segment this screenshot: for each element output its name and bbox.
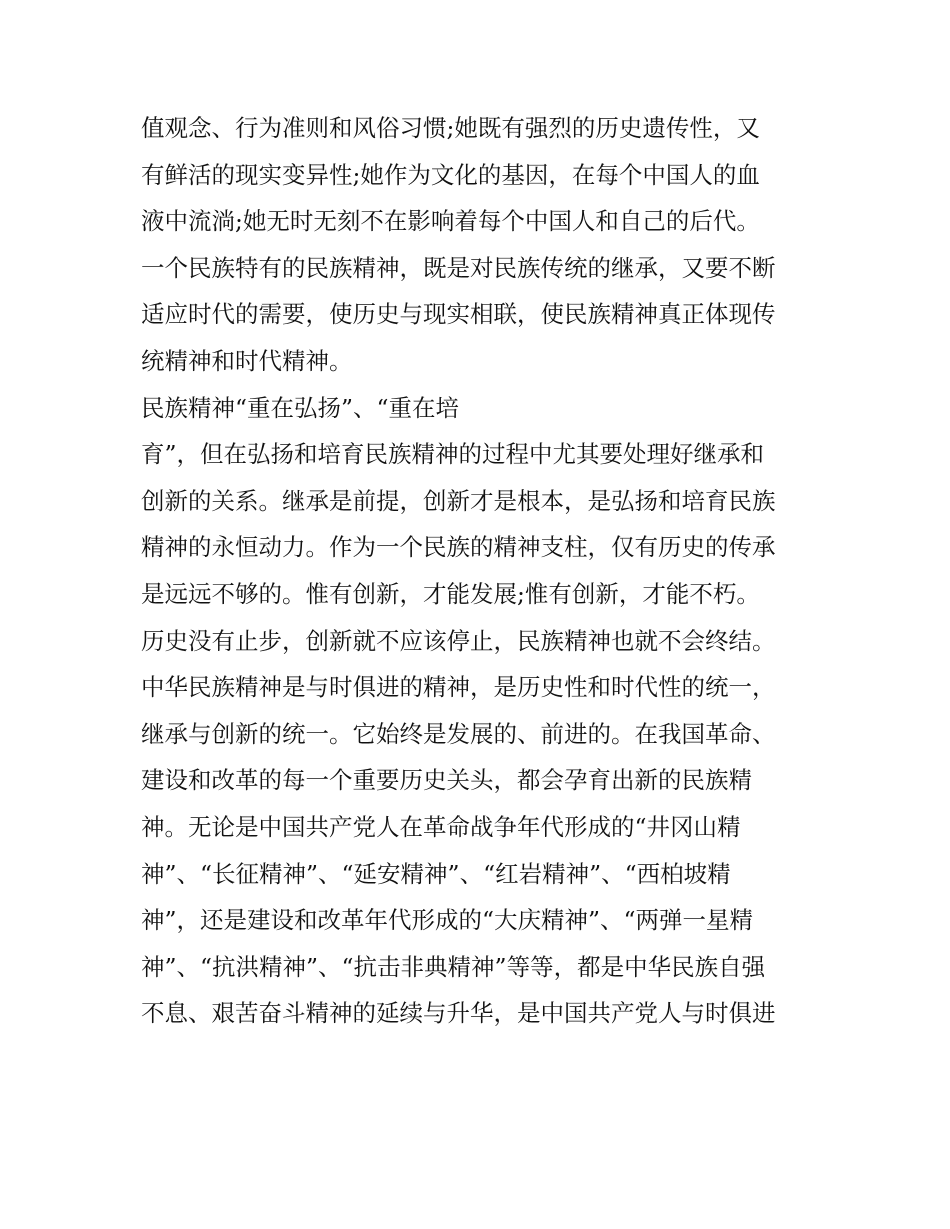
text-line: 中华民族精神是与时俱进的精神，是历史性和时代性的统一， (141, 673, 776, 702)
text-line: 神”、“长征精神”、“延安精神”、“红岩精神”、“西柏坡精 (141, 859, 731, 888)
text-line: 统精神和时代精神。 (141, 346, 353, 375)
text-line: 神。无论是中国共产党人在革命战争年代形成的“井冈山精 (141, 812, 741, 841)
text-line: 是远远不够的。惟有创新，才能发展;惟有创新，才能不朽。 (141, 579, 760, 608)
text-line: 神”，还是建设和改革年代形成的“大庆精神”、“两弹一星精 (141, 906, 754, 935)
text-line: 有鲜活的现实变异性;她作为文化的基因，在每个中国人的血 (141, 160, 760, 189)
text-line: 神”、“抗洪精神”、“抗击非典精神”等等，都是中华民族自强 (141, 952, 766, 981)
text-line: 继承与创新的统一。它始终是发展的、前进的。在我国革命、 (141, 719, 776, 748)
text-line: 精神的永恒动力。作为一个民族的精神支柱，仅有历史的传承 (141, 533, 776, 562)
text-line: 液中流淌;她无时无刻不在影响着每个中国人和自己的后代。 (141, 207, 760, 236)
text-line: 不息、艰苦奋斗精神的延续与升华，是中国共产党人与时俱进 (141, 999, 776, 1028)
text-line: 创新的关系。继承是前提，创新才是根本，是弘扬和培育民族 (141, 486, 776, 515)
text-line: 值观念、行为准则和风俗习惯;她既有强烈的历史遗传性，又 (141, 114, 760, 142)
text-line: 建设和改革的每一个重要历史关头，都会孕育出新的民族精 (141, 766, 752, 795)
text-line: 历史没有止步，创新就不应该停止，民族精神也就不会终结。 (141, 626, 776, 655)
text-line: 民族精神“重在弘扬”、“重在培 (141, 393, 460, 422)
text-line: 育”，但在弘扬和培育民族精神的过程中尤其要处理好继承和 (141, 440, 765, 469)
body-text (141, 105, 841, 1037)
text-line: 适应时代的需要，使历史与现实相联，使民族精神真正体现传 (141, 300, 776, 329)
text-line: 一个民族特有的民族精神，既是对民族传统的继承，又要不断 (141, 253, 776, 282)
